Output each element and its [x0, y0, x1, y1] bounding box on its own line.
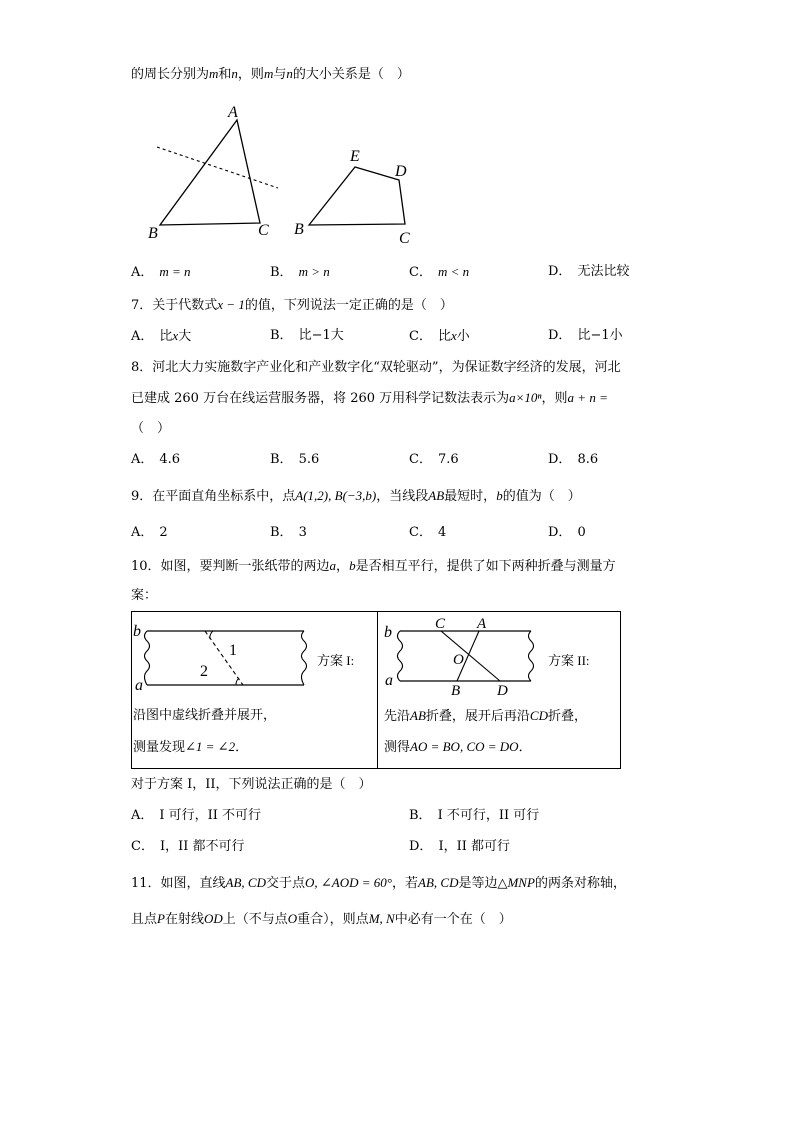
q8-option-b[interactable]: B． 5.6	[270, 452, 320, 467]
q6-figure	[140, 100, 440, 250]
q6-option-d[interactable]: D． 无法比较	[548, 264, 630, 279]
scheme2-label-b: b	[384, 624, 392, 641]
q9-stem: 9．在平面直角坐标系中，点A(1,2), B(−3,b)，当线段AB最短时，b的值为（ ）	[131, 488, 581, 504]
var-n: n	[231, 66, 238, 81]
q7-expr: x − 1	[217, 297, 245, 312]
scheme1-label-b: b	[133, 623, 141, 640]
scheme2-label-D: D	[497, 683, 508, 697]
wavy-edge-right	[529, 631, 534, 681]
label-C2: C	[399, 230, 410, 247]
q8-option-d[interactable]: D． 8.6	[548, 452, 599, 467]
scheme2-label-A: A	[477, 616, 487, 632]
wavy-edge-right	[302, 631, 307, 685]
q8-option-a[interactable]: A． 4.6	[131, 452, 181, 467]
dashed-cut-line	[157, 147, 278, 188]
q8-line1: 8．河北大力实施数字产业化和产业数字化“双轮驱动”，为保证数字经济的发展，河北	[131, 360, 621, 375]
q9-option-b[interactable]: B． 3	[270, 525, 307, 540]
scheme1-figure	[132, 612, 377, 697]
q9-option-a[interactable]: A． 2	[131, 525, 168, 540]
scheme2-label-a: a	[385, 672, 393, 689]
q7-option-d[interactable]: D． 比−1小	[548, 328, 623, 343]
triangle-abc	[160, 120, 260, 225]
scheme2-desc2: 测得AO = BO, CO = DO．	[384, 739, 532, 755]
scheme2-figure	[378, 612, 621, 697]
scheme2-desc1: 先沿AB折叠，展开后再沿CD折叠，	[384, 708, 587, 724]
angle-1-arc	[210, 631, 213, 639]
scheme1-desc2: 测量发现∠1 = ∠2．	[133, 739, 249, 755]
q8-line3: （ ）	[131, 421, 171, 436]
angle-2-label: 2	[200, 663, 208, 680]
label-D: D	[395, 163, 407, 180]
scheme1-desc1: 沿图中虚线折叠并展开，	[133, 708, 277, 723]
wavy-edge-left	[145, 631, 150, 685]
q8-sci: a×10ⁿ	[509, 390, 542, 405]
angle-1-label: 1	[229, 642, 237, 659]
q11-line1: 11．如图，直线AB, CD交于点O, ∠AOD = 60°，若AB, CD是等边△MNP的两条对称轴，	[131, 875, 626, 891]
scheme2-label-C: C	[435, 616, 446, 632]
q9-option-c[interactable]: C． 4	[409, 525, 447, 540]
q10-option-c[interactable]: C． I，II 都不可行	[131, 839, 245, 854]
q10-option-a[interactable]: A． I 可行，II 不可行	[131, 808, 262, 823]
label-C: C	[258, 222, 269, 239]
q8-expr: a + n =	[567, 390, 608, 405]
q7-stem: 7．关于代数式x − 1的值，下列说法一定正确的是（ ）	[131, 297, 453, 313]
scheme2-label-B: B	[451, 683, 461, 697]
q6-option-a[interactable]: A． m = n	[131, 264, 191, 280]
segment-cd	[441, 631, 500, 681]
scheme2-label: 方案 II:	[548, 653, 590, 668]
var-m: m	[209, 66, 219, 81]
q7-option-a[interactable]: A． 比x大	[131, 328, 192, 344]
q10-question: 对于方案 I，II，下列说法正确的是（ ）	[131, 777, 372, 792]
wavy-edge-left	[398, 631, 403, 681]
q6-stem: 的周长分别为m和n，则m与n的大小关系是（ ）	[131, 66, 410, 82]
scheme2-label-O: O	[453, 652, 464, 668]
label-B2: B	[294, 221, 304, 238]
q8-line2: 已建成 260 万台在线运营服务器，将 260 万用科学记数法表示为a×10ⁿ，则a + n =	[131, 390, 608, 406]
angle-2-arc	[236, 678, 239, 685]
q7-option-c[interactable]: C． 比x小	[409, 328, 470, 344]
q9-option-d[interactable]: D． 0	[548, 525, 586, 540]
fold-dashed-line	[205, 631, 243, 685]
label-A: A	[228, 104, 238, 121]
quadrilateral-bedc	[309, 167, 405, 225]
q8-option-c[interactable]: C． 7.6	[409, 452, 459, 467]
q9-points: A(1,2), B(−3,b)	[295, 488, 377, 503]
q6-option-b[interactable]: B． m > n	[270, 264, 330, 280]
label-B: B	[148, 225, 158, 242]
q10-scheme-table	[131, 611, 621, 769]
scheme1-label: 方案 I:	[317, 653, 355, 668]
q10-option-b[interactable]: B． I 不可行，II 可行	[409, 808, 540, 823]
q10-option-d[interactable]: D． I，II 都可行	[409, 839, 510, 854]
q11-line2: 且点P在射线OD上（不与点O重合），则点M, N中必有一个在（ ）	[131, 911, 512, 927]
scheme1-label-a: a	[135, 677, 143, 694]
label-E: E	[350, 148, 360, 165]
q10-line2: 案：	[131, 588, 158, 603]
q6-option-c[interactable]: C． m < n	[409, 264, 470, 280]
q7-option-b[interactable]: B． 比−1大	[270, 328, 344, 343]
q10-line1: 10．如图，要判断一张纸带的两边a，b是否相互平行，提供了如下两种折叠与测量方	[131, 558, 616, 574]
